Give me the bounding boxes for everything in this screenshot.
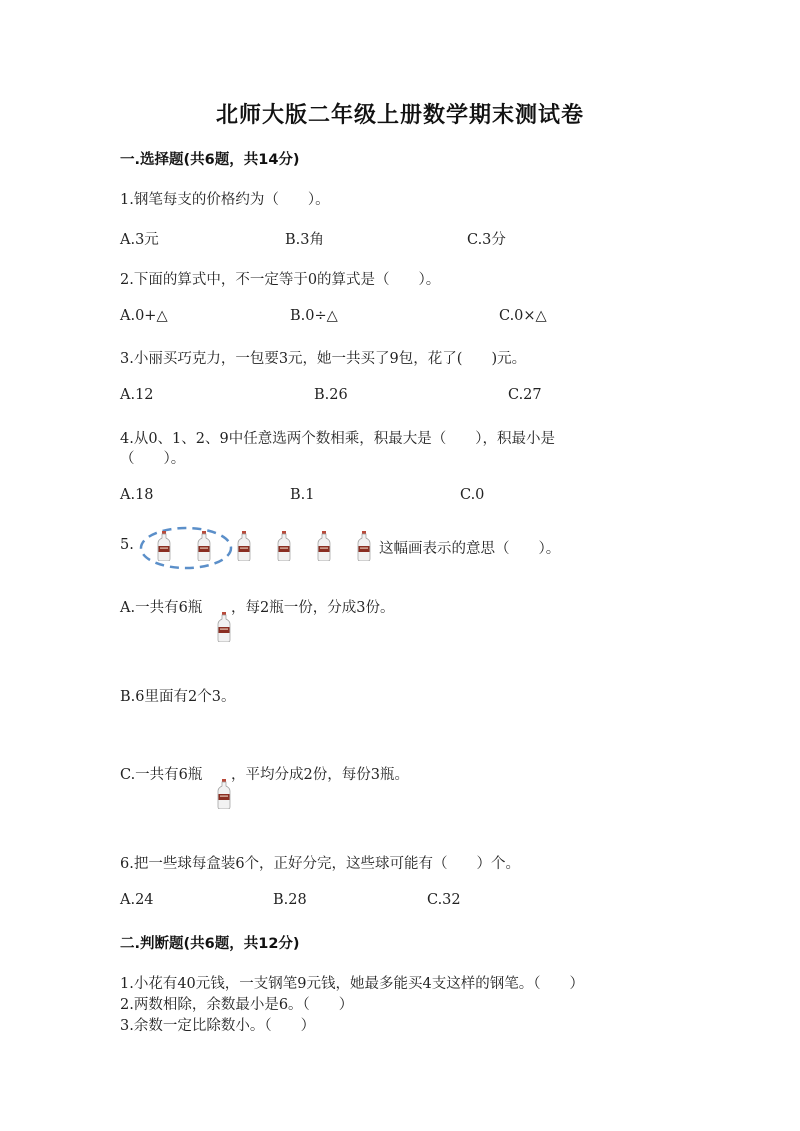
q6-option-c: C.32 [427,892,461,908]
q3-option-a: A.12 [120,387,154,403]
page-title: 北师大版二年级上册数学期末测试卷 [215,103,584,128]
q3-option-b: B.26 [314,387,348,403]
q1-option-c: C.3分 [467,232,506,248]
q5-option-c: C.一共有6瓶 [120,767,203,783]
question-5: 这幅画表示的意思（ ）。 [379,541,561,557]
q2-option-c: C.0×△ [499,308,547,324]
question-3: 3.小丽买巧克力，一包要3元，她一共买了9包，花了( )元。 [120,351,527,367]
q3-option-c: C.27 [508,387,542,403]
q6-option-b: B.28 [273,892,307,908]
question-6: 6.把一些球每盒装6个，正好分完，这些球可能有（ ）个。 [120,856,521,872]
bottle-icon [317,531,331,561]
bottle-icon [277,531,291,561]
question-4-line-2: （ ）。 [120,451,186,467]
bottle-icon [357,531,371,561]
q2-option-b: B.0÷△ [290,308,338,324]
q2-option-a: A.0+△ [120,308,168,324]
q5-option-b: B.6里面有2个3。 [120,689,236,705]
question-5-number: 5. [120,537,134,553]
question-4-line-1: 4.从0、1、2、9中任意选两个数相乘，积最大是（ ），积最小是 [120,431,555,447]
q5-option-a-rest: ，每2瓶一份，分成3份。 [231,600,395,616]
q4-option-b: B.1 [290,487,315,503]
judgement-item-1: 1.小花有40元钱，一支钢笔9元钱，她最多能买4支这样的钢笔。（ ） [120,976,584,992]
section-heading-judgement: 二.判断题(共6题，共12分) [120,936,300,952]
q6-option-a: A.24 [120,892,154,908]
q5-option-a: A.一共有6瓶 [120,600,203,616]
bottle-icon [157,531,171,561]
bottle-icon [217,612,231,642]
q5-option-c-rest: ，平均分成2份，每份3瓶。 [231,767,409,783]
section-heading-choice: 一.选择题(共6题，共14分) [120,152,300,168]
q1-option-b: B.3角 [285,232,324,248]
q4-option-a: A.18 [120,487,154,503]
bottle-icon [237,531,251,561]
judgement-item-3: 3.余数一定比除数小。（ ） [120,1018,316,1034]
question-2: 2.下面的算式中，不一定等于0的算式是（ ）。 [120,272,441,288]
q1-option-a: A.3元 [120,232,159,248]
question-1: 1.钢笔每支的价格约为（ ）。 [120,192,330,208]
bottle-icon [197,531,211,561]
q4-option-c: C.0 [460,487,485,503]
grouping-oval-icon [138,525,234,571]
judgement-item-2: 2.两数相除，余数最小是6。（ ） [120,997,354,1013]
bottle-icon [217,779,231,809]
